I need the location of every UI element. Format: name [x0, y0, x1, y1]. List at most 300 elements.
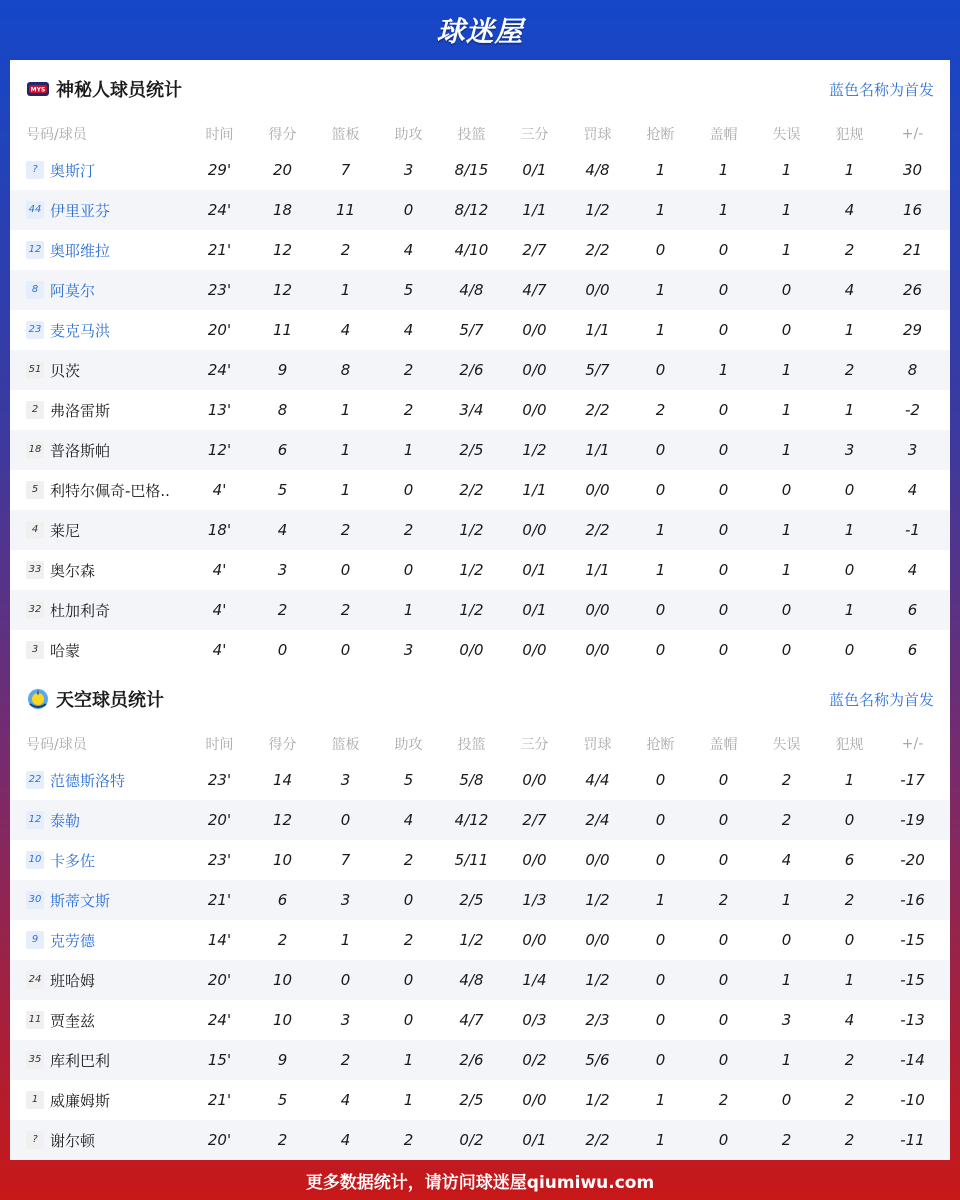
player-name: 莱尼	[50, 521, 81, 540]
stat-cell: 1/2	[585, 891, 610, 909]
player-name: 奥尔森	[50, 561, 96, 580]
stat-cell: 4	[340, 321, 351, 339]
stat-cell: 0	[781, 1091, 792, 1109]
stat-cell: 0	[655, 811, 666, 829]
stat-cell: 5	[277, 1091, 288, 1109]
stat-cell: 0	[718, 321, 729, 339]
player-row	[10, 840, 950, 880]
stat-cell: 1/4	[522, 971, 547, 989]
section-title-group	[26, 686, 164, 712]
stat-cell: 0	[844, 811, 855, 829]
stat-cell: 2	[340, 521, 351, 539]
stat-cell: 1	[781, 201, 792, 219]
stat-cell: 8	[907, 361, 918, 379]
stat-cell: 5/7	[585, 361, 610, 379]
stat-cell: 10	[272, 971, 293, 989]
player-name[interactable]: 斯蒂文斯	[50, 891, 111, 910]
player-row	[10, 880, 950, 920]
stat-cell: 2	[844, 241, 855, 259]
stat-cell: 2/7	[522, 811, 547, 829]
stat-cell: 2/2	[459, 481, 484, 499]
stat-cell: 0	[655, 361, 666, 379]
stat-cell: 2/3	[585, 1011, 610, 1029]
stat-cell: 2/2	[585, 401, 610, 419]
stat-cell: 0/0	[459, 641, 484, 659]
jersey-number: 32	[26, 601, 44, 619]
player-name[interactable]: 卡多佐	[50, 851, 96, 870]
player-name[interactable]: 伊里亚芬	[50, 201, 111, 220]
stat-cell: 14'	[207, 931, 232, 949]
stat-cell: 3	[844, 441, 855, 459]
stat-cell: -1	[905, 521, 920, 539]
stat-cell: 1	[655, 201, 666, 219]
stat-cell: 6	[277, 441, 288, 459]
stat-cell: 6	[844, 851, 855, 869]
stat-cell: 0	[655, 971, 666, 989]
stat-cell: 0	[718, 521, 729, 539]
player-row	[10, 1000, 950, 1040]
stat-cell: 3	[340, 891, 351, 909]
stat-cell: 21'	[207, 891, 232, 909]
stat-cell: 0/0	[522, 321, 547, 339]
stat-cell: -20	[900, 851, 925, 869]
player-cell	[10, 200, 188, 221]
footer-banner[interactable]: 更多数据统计，请访问球迷屋qiumiwu.com	[305, 1172, 655, 1193]
player-row	[10, 310, 950, 350]
player-cell	[10, 770, 188, 791]
stat-cell: 23'	[207, 851, 232, 869]
stat-cell: 1	[844, 601, 855, 619]
player-name[interactable]: 麦克马洪	[50, 321, 111, 340]
stat-cell: 1	[781, 241, 792, 259]
stat-cell: 0	[718, 851, 729, 869]
stat-cell: 0	[655, 771, 666, 789]
stat-cell: 9	[277, 1051, 288, 1069]
stats-card	[10, 60, 950, 1160]
stat-cell: 4'	[212, 561, 227, 579]
stat-cell: 0/3	[522, 1011, 547, 1029]
stat-cell: 8/15	[454, 161, 489, 179]
stat-cell: 2/7	[522, 241, 547, 259]
stat-cell: 5/7	[459, 321, 484, 339]
stat-cell: 1	[655, 321, 666, 339]
stat-cell: 0	[340, 971, 351, 989]
stat-cell: 1	[781, 521, 792, 539]
stat-cell: 21'	[207, 1091, 232, 1109]
stat-cell: 0/2	[522, 1051, 547, 1069]
stat-cell: 5/8	[459, 771, 484, 789]
stat-cell: 23'	[207, 281, 232, 299]
jersey-number: 51	[26, 361, 44, 379]
stat-cell: 1	[781, 891, 792, 909]
section-header	[10, 60, 950, 118]
stat-cell: 6	[907, 601, 918, 619]
player-cell	[10, 560, 188, 581]
stat-cell: 1/1	[585, 441, 610, 459]
stat-cell: 20'	[207, 321, 232, 339]
stat-cell: 2/6	[459, 361, 484, 379]
player-cell	[10, 400, 188, 421]
column-header: 时间	[205, 737, 234, 753]
stat-cell: 2	[781, 811, 792, 829]
player-name: 贝茨	[50, 361, 81, 380]
stat-cell: 4	[844, 281, 855, 299]
player-row	[10, 630, 950, 670]
stat-cell: 3	[340, 771, 351, 789]
player-row	[10, 230, 950, 270]
stat-cell: 1	[844, 401, 855, 419]
stat-cell: 4	[907, 561, 918, 579]
stat-cell: 0	[718, 441, 729, 459]
stat-cell: 5	[277, 481, 288, 499]
stat-cell: 4/8	[585, 161, 610, 179]
stat-cell: 7	[340, 851, 351, 869]
stat-cell: 4	[403, 241, 414, 259]
stat-cell: -14	[900, 1051, 925, 1069]
stat-cell: 1	[781, 401, 792, 419]
player-cell	[10, 1090, 188, 1111]
stat-cell: 2	[403, 361, 414, 379]
stat-cell: 5/6	[585, 1051, 610, 1069]
stat-cell: 0/0	[585, 281, 610, 299]
stat-cell: 1	[844, 771, 855, 789]
stat-cell: 1	[655, 561, 666, 579]
player-row	[10, 510, 950, 550]
player-cell	[10, 160, 188, 181]
stat-cell: 1/1	[522, 481, 547, 499]
stat-cell: 2/2	[585, 241, 610, 259]
stat-cell: 1	[655, 1091, 666, 1109]
player-cell	[10, 930, 188, 951]
team-sections	[10, 60, 950, 1160]
stat-cell: 1	[781, 1051, 792, 1069]
stat-cell: 1	[655, 161, 666, 179]
player-name: 谢尔顿	[50, 1131, 96, 1150]
stat-cell: 0	[340, 811, 351, 829]
section-title: 天空球员统计	[56, 690, 164, 711]
stat-cell: 14	[272, 771, 293, 789]
column-header: 抢断	[646, 127, 675, 143]
player-row	[10, 270, 950, 310]
stat-cell: 1/2	[585, 1091, 610, 1109]
svg-text:MYS: MYS	[30, 86, 46, 94]
starter-legend: 蓝色名称为首发	[828, 690, 934, 709]
stat-cell: 12	[272, 811, 293, 829]
stat-cell: 0	[403, 481, 414, 499]
stat-cell: 1	[340, 481, 351, 499]
stat-cell: 2	[781, 771, 792, 789]
stat-cell: 13'	[207, 401, 232, 419]
column-header: 助攻	[394, 127, 423, 143]
jersey-number: 30	[26, 891, 44, 909]
stat-cell: 0	[718, 811, 729, 829]
stat-cell: 2	[844, 1051, 855, 1069]
player-name[interactable]: 奥耶维拉	[50, 241, 111, 260]
stat-cell: 0	[340, 561, 351, 579]
player-name: 普洛斯帕	[50, 441, 111, 460]
jersey-number: 18	[26, 441, 44, 459]
stat-cell: 0	[655, 441, 666, 459]
stat-cell: -2	[905, 401, 920, 419]
stat-cell: 18	[272, 201, 293, 219]
stat-cell: 1	[718, 361, 729, 379]
stat-cell: 4	[340, 1091, 351, 1109]
stat-cell: 1/2	[585, 201, 610, 219]
stat-cell: 1	[844, 521, 855, 539]
stat-cell: 4/8	[459, 971, 484, 989]
section-title: 神秘人球员统计	[56, 80, 182, 101]
stat-cell: 2	[844, 1091, 855, 1109]
player-name[interactable]: 奥斯汀	[50, 161, 96, 180]
stat-cell: 16	[902, 201, 923, 219]
column-header: 篮板	[331, 737, 360, 753]
stat-cell: 12'	[207, 441, 232, 459]
player-name[interactable]: 范德斯洛特	[50, 771, 126, 790]
stat-cell: 4	[277, 521, 288, 539]
stat-cell: 2	[403, 401, 414, 419]
player-cell	[10, 440, 188, 461]
column-header: 犯规	[835, 737, 864, 753]
column-header: 罚球	[583, 127, 612, 143]
stat-cell: 0/0	[585, 601, 610, 619]
stat-cell: 24'	[207, 1011, 232, 1029]
stat-cell: 0	[718, 1051, 729, 1069]
stat-cell: 2/2	[585, 521, 610, 539]
team-section	[10, 60, 950, 670]
mystics-logo-icon	[26, 77, 50, 101]
stat-cell: 0	[718, 601, 729, 619]
stat-cell: 26	[902, 281, 923, 299]
stat-cell: 6	[277, 891, 288, 909]
player-name: 利特尔佩奇-巴格..	[50, 481, 170, 500]
player-row	[10, 1040, 950, 1080]
stat-cell: 0	[655, 241, 666, 259]
stat-cell: 2/4	[585, 811, 610, 829]
stat-cell: 1	[844, 161, 855, 179]
stat-cell: 0	[655, 641, 666, 659]
stat-cell: 3	[907, 441, 918, 459]
player-cell	[10, 280, 188, 301]
stat-cell: 12	[272, 241, 293, 259]
stat-cell: 9	[277, 361, 288, 379]
stat-cell: 4'	[212, 481, 227, 499]
stat-cell: 2	[277, 1131, 288, 1149]
stat-cell: 0	[781, 321, 792, 339]
stat-cell: 20	[272, 161, 293, 179]
player-cell	[10, 520, 188, 541]
column-header: 得分	[268, 127, 297, 143]
stat-cell: 0	[844, 481, 855, 499]
stat-cell: 0/0	[522, 851, 547, 869]
stat-cell: 1/2	[522, 441, 547, 459]
stat-cell: 1/1	[585, 321, 610, 339]
jersey-number: 35	[26, 1051, 44, 1069]
column-header: 助攻	[394, 737, 423, 753]
stat-cell: 1/2	[459, 601, 484, 619]
stat-cell: 0/0	[522, 771, 547, 789]
stat-cell: 2	[340, 1051, 351, 1069]
stat-cell: 4/10	[454, 241, 489, 259]
stat-cell: 0	[781, 481, 792, 499]
player-row	[10, 590, 950, 630]
stat-cell: 2	[844, 1131, 855, 1149]
stat-cell: 7	[340, 161, 351, 179]
stat-cell: 24'	[207, 361, 232, 379]
stat-cell: 3	[277, 561, 288, 579]
stat-cell: 5/11	[454, 851, 489, 869]
jersey-number: 11	[26, 1011, 44, 1029]
stat-cell: -17	[900, 771, 925, 789]
stat-cell: 2	[655, 401, 666, 419]
stat-cell: -16	[900, 891, 925, 909]
player-name[interactable]: 阿莫尔	[50, 281, 96, 300]
column-header: 罚球	[583, 737, 612, 753]
stat-cell: 11	[272, 321, 293, 339]
stat-cell: 3	[781, 1011, 792, 1029]
stat-cell: 1	[718, 201, 729, 219]
stat-cell: 0/1	[522, 561, 547, 579]
stat-cell: 0	[277, 641, 288, 659]
stat-cell: 18'	[207, 521, 232, 539]
stat-cell: 29'	[207, 161, 232, 179]
column-header: 时间	[205, 127, 234, 143]
player-row	[10, 430, 950, 470]
stat-cell: 4/7	[459, 1011, 484, 1029]
stat-cell: 1	[403, 1091, 414, 1109]
stat-cell: 0	[781, 281, 792, 299]
stat-cell: 0	[718, 281, 729, 299]
stat-cell: 0	[718, 771, 729, 789]
stat-cell: 8	[340, 361, 351, 379]
stat-cell: 1/1	[522, 201, 547, 219]
stat-cell: 1	[781, 561, 792, 579]
stat-cell: 4/8	[459, 281, 484, 299]
stat-cell: 0	[403, 1011, 414, 1029]
stat-cell: 3	[403, 641, 414, 659]
column-header: 犯规	[835, 127, 864, 143]
stat-cell: 0/1	[522, 601, 547, 619]
stat-cell: 2	[844, 361, 855, 379]
stat-cell: 3	[403, 161, 414, 179]
player-name: 贾奎兹	[50, 1011, 96, 1030]
stat-cell: 20'	[207, 1131, 232, 1149]
stat-cell: 0	[718, 241, 729, 259]
stat-cell: 4	[907, 481, 918, 499]
jersey-number: ?	[26, 1131, 44, 1149]
player-row	[10, 390, 950, 430]
stat-cell: 4	[844, 1011, 855, 1029]
stat-cell: 0	[403, 891, 414, 909]
column-header: 盖帽	[709, 127, 738, 143]
stat-cell: 1	[781, 361, 792, 379]
jersey-number: ?	[26, 161, 44, 179]
stat-cell: 0	[718, 401, 729, 419]
stat-cell: 1	[781, 441, 792, 459]
player-cell	[10, 890, 188, 911]
player-cell	[10, 1050, 188, 1071]
stat-cell: 1	[340, 441, 351, 459]
jersey-number: 4	[26, 521, 44, 539]
player-cell	[10, 850, 188, 871]
stat-cell: 0	[844, 561, 855, 579]
player-row	[10, 1080, 950, 1120]
stat-cell: 4	[403, 811, 414, 829]
column-header: 三分	[520, 127, 549, 143]
stat-cell: 0	[718, 931, 729, 949]
column-header: 得分	[268, 737, 297, 753]
stat-cell: 4	[340, 1131, 351, 1149]
stat-cell: 0/0	[522, 521, 547, 539]
stat-cell: 2	[403, 931, 414, 949]
player-cell	[10, 1010, 188, 1031]
stat-cell: 5	[403, 771, 414, 789]
stat-cell: 0	[655, 931, 666, 949]
stat-cell: 0/1	[522, 1131, 547, 1149]
stat-cell: 2/2	[585, 1131, 610, 1149]
stat-cell: 2	[340, 241, 351, 259]
column-header: 号码/球员	[26, 127, 87, 143]
stat-cell: 1/2	[459, 561, 484, 579]
stat-cell: 0/1	[522, 161, 547, 179]
stat-cell: 0	[655, 1011, 666, 1029]
stat-cell: 20'	[207, 811, 232, 829]
jersey-number: 10	[26, 851, 44, 869]
player-name[interactable]: 克劳德	[50, 931, 96, 950]
stat-cell: 0	[655, 481, 666, 499]
stat-cell: 1	[781, 971, 792, 989]
stat-cell: 30	[902, 161, 923, 179]
stat-cell: 0	[403, 201, 414, 219]
stat-cell: 4/7	[522, 281, 547, 299]
player-cell	[10, 810, 188, 831]
stat-cell: 0	[655, 1051, 666, 1069]
stat-cell: 1/2	[459, 931, 484, 949]
stat-cell: 1/2	[459, 521, 484, 539]
stat-cell: 1	[655, 521, 666, 539]
jersey-number: 44	[26, 201, 44, 219]
column-header: 投篮	[457, 737, 486, 753]
stat-cell: 0/0	[585, 851, 610, 869]
stat-cell: -13	[900, 1011, 925, 1029]
stat-cell: 0	[844, 931, 855, 949]
stat-cell: 0	[718, 1131, 729, 1149]
stat-cell: 2/6	[459, 1051, 484, 1069]
column-header: 失误	[772, 737, 801, 753]
stat-cell: 4'	[212, 601, 227, 619]
stat-cell: -19	[900, 811, 925, 829]
player-row	[10, 760, 950, 800]
stat-cell: 0	[403, 561, 414, 579]
stat-cell: 2	[403, 851, 414, 869]
stat-cell: 0/0	[522, 931, 547, 949]
jersey-number: 1	[26, 1091, 44, 1109]
jersey-number: 5	[26, 481, 44, 499]
stat-cell: 0	[781, 931, 792, 949]
stat-cell: 0/2	[459, 1131, 484, 1149]
player-name[interactable]: 泰勒	[50, 811, 81, 830]
player-cell	[10, 970, 188, 991]
stat-cell: 4'	[212, 641, 227, 659]
stat-cell: 0	[403, 971, 414, 989]
column-header: 三分	[520, 737, 549, 753]
column-header: +/-	[901, 736, 924, 752]
stat-cell: 1	[655, 1131, 666, 1149]
stat-cell: 2	[781, 1131, 792, 1149]
player-name: 杜加利奇	[50, 601, 111, 620]
jersey-number: 9	[26, 931, 44, 949]
player-name: 弗洛雷斯	[50, 401, 111, 420]
player-cell	[10, 240, 188, 261]
